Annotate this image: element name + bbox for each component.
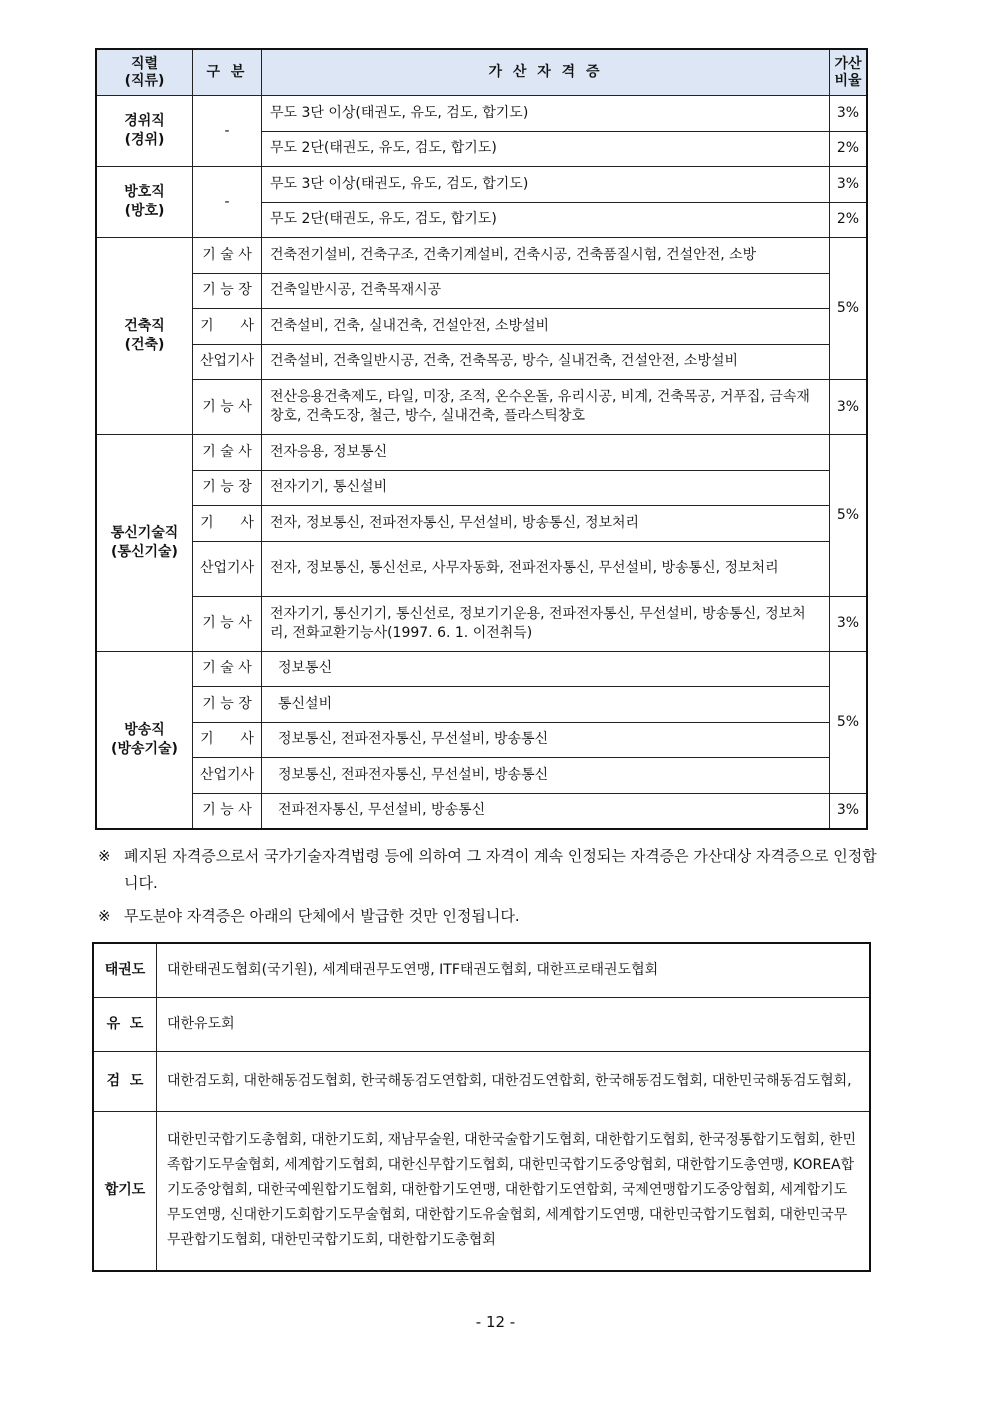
- cert-cell: 무도 2단(태권도, 유도, 검도, 합기도): [262, 131, 830, 167]
- table-row: [96, 470, 867, 506]
- rate-cell: 5%: [830, 238, 868, 380]
- table-row: [93, 997, 870, 1051]
- martial-art-name: 태권도: [93, 943, 157, 997]
- division-cell: 기 능 사: [193, 793, 262, 829]
- table-row: [96, 309, 867, 345]
- martial-art-orgs: 대한유도회: [157, 997, 871, 1051]
- cert-cell: 전자, 정보통신, 전파전자통신, 무선설비, 방송통신, 정보처리: [262, 506, 830, 542]
- martial-art-orgs: 대한태권도협회(국기원), 세계태권무도연맹, ITF태권도협회, 대한프로태권도협회: [157, 943, 871, 997]
- table-row: [96, 651, 867, 687]
- table-row: [96, 541, 867, 596]
- table-row: [96, 167, 867, 203]
- cert-cell: 전파전자통신, 무선설비, 방송통신: [262, 793, 830, 829]
- header-division: 구 분: [193, 49, 262, 96]
- martial-art-orgs: 대한민국합기도총협회, 대한기도회, 재남무술원, 대한국술합기도협회, 대한합기도협회, 한국정통합기도협회, 한민족합기도무술협회, 세계합기도협회, 대한신무합기도협회, 대한민국합기도중앙협회, 대한합기도총연맹, KOREA합기도중앙협회, 대한국예원합기도협회, 대한합기도연맹, 대한합기도연합회, 국제연맹합기도중앙협회, 세계합기도무도연맹, 신대한기도회합기도무술협회, 대한합기도유술협회, 세계합기도연맹, 대한민국합기도협회, 대한민국무무관합기도협회, 대한민국합기도회, 대한합기도총협회: [157, 1111, 871, 1271]
- division-cell: 산업기사: [193, 344, 262, 380]
- division-cell: 기 능 장: [193, 470, 262, 506]
- table-row: [96, 596, 867, 651]
- rate-cell: 3%: [830, 96, 868, 132]
- martial-art-orgs: 대한검도회, 대한해동검도협회, 한국해동검도연합회, 대한검도연합회, 한국해동검도협회, 대한민국해동검도협회,: [157, 1051, 871, 1111]
- table-row: [96, 506, 867, 542]
- table-row: [96, 380, 867, 435]
- table-row: [96, 344, 867, 380]
- cert-cell: 건축설비, 건축일반시공, 건축, 건축목공, 방수, 실내건축, 건설안전, 소방설비: [262, 344, 830, 380]
- division-cell: 기 술 사: [193, 651, 262, 687]
- cert-cell: 전산응용건축제도, 타일, 미장, 조적, 온수온돌, 유리시공, 비계, 건축목공, 거푸집, 금속재창호, 건축도장, 철근, 방수, 실내건축, 플라스틱창호: [262, 380, 830, 435]
- page-number: - 12 -: [475, 1313, 516, 1331]
- division-cell: 기 능 장: [193, 273, 262, 309]
- rate-cell: 2%: [830, 131, 868, 167]
- division-cell: 기 능 사: [193, 596, 262, 651]
- division-cell: -: [193, 167, 262, 238]
- table-row: [96, 687, 867, 723]
- table-row: [96, 96, 867, 132]
- table-row: [96, 722, 867, 758]
- division-cell: -: [193, 96, 262, 167]
- cert-cell: 무도 3단 이상(태권도, 유도, 검도, 합기도): [262, 96, 830, 132]
- cert-cell: 건축전기설비, 건축구조, 건축기계설비, 건축시공, 건축품질시험, 건설안전, 소방: [262, 238, 830, 274]
- job-cell: 건축직 (건축): [96, 238, 193, 435]
- cert-cell: 전자, 정보통신, 통신선로, 사무자동화, 전파전자통신, 무선설비, 방송통신, 정보처리: [262, 541, 830, 596]
- martial-art-name: 합기도: [93, 1111, 157, 1271]
- table-row: [96, 758, 867, 794]
- division-cell: 기 사: [193, 722, 262, 758]
- rate-cell: 5%: [830, 651, 868, 793]
- cert-cell: 건축설비, 건축, 실내건축, 건설안전, 소방설비: [262, 309, 830, 345]
- rate-cell: 3%: [830, 793, 868, 829]
- note-abolished-certs: [98, 843, 878, 897]
- division-cell: 기 능 장: [193, 687, 262, 723]
- martial-art-name: 유 도: [93, 997, 157, 1051]
- job-cell: 경위직 (경위): [96, 96, 193, 167]
- cert-cell: 정보통신, 전파전자통신, 무선설비, 방송통신: [262, 758, 830, 794]
- note-text: 무도분야 자격증은 아래의 단체에서 발급한 것만 인정됩니다.: [124, 907, 520, 925]
- notes: [98, 843, 878, 930]
- table-row: [96, 435, 867, 471]
- note-martial-orgs: [98, 903, 878, 930]
- martial-arts-org-table: [92, 942, 871, 1272]
- division-cell: 기 사: [193, 506, 262, 542]
- division-cell: 산업기사: [193, 758, 262, 794]
- note-mark: ※: [98, 907, 111, 925]
- cert-cell: 무도 2단(태권도, 유도, 검도, 합기도): [262, 202, 830, 238]
- bonus-cert-table: [95, 48, 868, 830]
- table-row: [96, 273, 867, 309]
- division-cell: 기 능 사: [193, 380, 262, 435]
- table-row: [93, 1051, 870, 1111]
- note-mark: ※: [98, 847, 111, 865]
- cert-cell: 정보통신, 전파전자통신, 무선설비, 방송통신: [262, 722, 830, 758]
- header-job: 직렬 (직류): [96, 49, 193, 96]
- rate-cell: 5%: [830, 435, 868, 597]
- rate-cell: 3%: [830, 596, 868, 651]
- header-rate: 가산 비율: [830, 49, 868, 96]
- cert-cell: 전자기기, 통신기기, 통신선로, 정보기기운용, 전파전자통신, 무선설비, 방송통신, 정보처리, 전화교환기능사(1997. 6. 1. 이전취득): [262, 596, 830, 651]
- rate-cell: 2%: [830, 202, 868, 238]
- cert-cell: 전자기기, 통신설비: [262, 470, 830, 506]
- table-row: [96, 238, 867, 274]
- job-cell: 통신기술직 (통신기술): [96, 435, 193, 652]
- cert-cell: 무도 3단 이상(태권도, 유도, 검도, 합기도): [262, 167, 830, 203]
- division-cell: 기 술 사: [193, 238, 262, 274]
- cert-cell: 정보통신: [262, 651, 830, 687]
- rate-cell: 3%: [830, 380, 868, 435]
- table-row: [93, 1111, 870, 1271]
- cert-cell: 건축일반시공, 건축목재시공: [262, 273, 830, 309]
- job-cell: 방송직 (방송기술): [96, 651, 193, 829]
- table-row: [93, 943, 870, 997]
- header-cert: 가 산 자 격 증: [262, 49, 830, 96]
- rate-cell: 3%: [830, 167, 868, 203]
- table-header-row: [96, 49, 867, 96]
- cert-cell: 통신설비: [262, 687, 830, 723]
- job-cell: 방호직 (방호): [96, 167, 193, 238]
- division-cell: 기 사: [193, 309, 262, 345]
- division-cell: 기 술 사: [193, 435, 262, 471]
- note-text: 폐지된 자격증으로서 국가기술자격법령 등에 의하여 그 자격이 계속 인정되는 자격증은 가산대상 자격증으로 인정합니다.: [124, 847, 877, 892]
- cert-cell: 전자응용, 정보통신: [262, 435, 830, 471]
- martial-art-name: 검 도: [93, 1051, 157, 1111]
- table-row: [96, 793, 867, 829]
- division-cell: 산업기사: [193, 541, 262, 596]
